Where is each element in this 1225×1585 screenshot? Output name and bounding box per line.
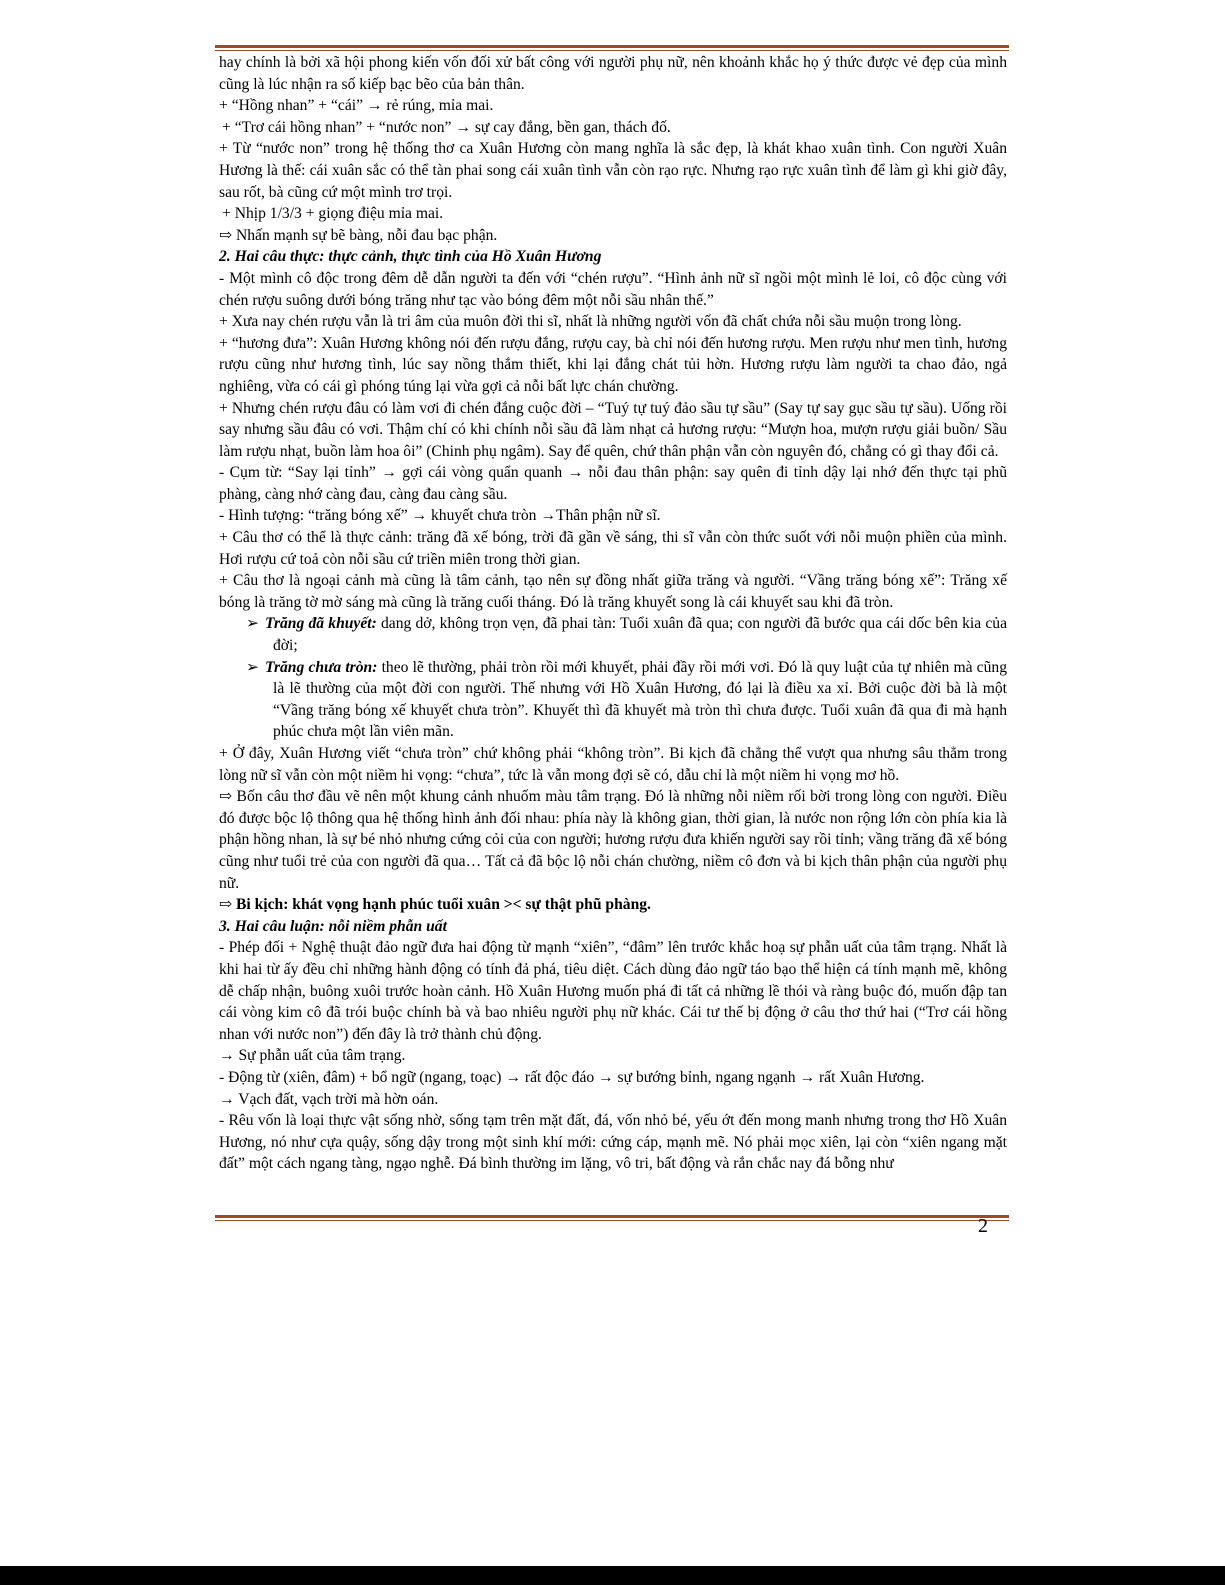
section-heading: 3. Hai câu luận: nỗi niềm phẫn uất bbox=[219, 917, 447, 935]
paragraph: + “hương đưa”: Xuân Hương không nói đến rượu đắng, rượu cay, bà chỉ nói đến hương rượu. Men rượu như men tình, hương rượu cũng như hương tình, lúc say nồng thắm thiết, khi lại đắng chát tủi hờn. Hương rượu làm người ta chao đảo, ngả nghiêng, vừa có cái gì phóng túng lại vừa gợi cả nỗi bất lực chán chường. bbox=[219, 334, 1007, 395]
paragraph: - Động từ (xiên, đâm) + bổ ngữ (ngang, toạc) → rất độc đáo → sự bướng bỉnh, ngang ngạnh → rất Xuân Hương. bbox=[219, 1068, 925, 1086]
footer-rule bbox=[215, 1215, 1009, 1221]
bullet-term: Trăng chưa tròn: bbox=[265, 658, 378, 676]
paragraph: + Câu thơ là ngoại cảnh mà cũng là tâm cảnh, tạo nên sự đồng nhất giữa trăng và người. “Vầng trăng bóng xế”: Trăng xế bóng là trăng tờ mờ sáng mà cũng là trăng cuối tháng. Đó là trăng khuyết song là cái khuyết sau khi đã tròn. bbox=[219, 572, 1007, 611]
page-number: 2 bbox=[978, 1215, 988, 1237]
section-heading: 2. Hai câu thực: thực cảnh, thực tình của Hồ Xuân Hương bbox=[219, 248, 602, 266]
document-body bbox=[219, 52, 1007, 1175]
bullet-item bbox=[219, 613, 1007, 656]
paragraph: + “Trơ cái hồng nhan” + “nước non” → sự cay đắng, bền gan, thách đố. bbox=[222, 118, 671, 136]
paragraph: + Nhịp 1/3/3 + giọng điệu mỉa mai. bbox=[222, 205, 444, 223]
paragraph: hay chính là bởi xã hội phong kiến vốn đối xử bất công với người phụ nữ, nên khoảnh khắc họ ý thức được vẻ đẹp của mình cũng là lúc nhận ra số kiếp bạc bẽo của bản thân. bbox=[219, 54, 1007, 93]
bullet-text: theo lẽ thường, phải tròn rồi mới khuyết, phải đầy rồi mới vơi. Đó là quy luật của tự nhiên mà cũng là lẽ thường của một đời con người. Thế nhưng với Hồ Xuân Hương, đó lại là điều xa xỉ. Bởi cuộc đời bà là một “Vầng trăng bóng xế khuyết chưa tròn”. Khuyết thì đã khuyết mà tròn thì chưa được. Tuổi xuân đã qua đi mà hạnh phúc chưa một lần viên mãn. bbox=[273, 658, 1007, 741]
paragraph: + Nhưng chén rượu đâu có làm vơi đi chén đắng cuộc đời – “Tuý tự tuý đảo sầu tự sầu” (Say tự say gục sầu tự sầu). Uống rồi say nhưng sầu đâu có vơi. Thậm chí có khi chính nỗi sầu đã làm nhạt cả hương rượu: “Mượn hoa, mượn rượu giải buồn/ Sầu làm rượu nhạt, buồn làm hoa ôi” (Chinh phụ ngâm). Say để quên, chứ thân phận vẫn còn nguyên đó, chẳng có gì thay đổi cả. bbox=[219, 399, 1007, 460]
bullet-term: Trăng đã khuyết: bbox=[265, 615, 377, 633]
paragraph: + Từ “nước non” trong hệ thống thơ ca Xuân Hương còn mang nghĩa là sắc đẹp, là khát khao xuân tình. Con người Xuân Hương là thế: cái xuân sắc có thể tàn phai song cái xuân tình vẫn còn rạo rực. Nhưng rạo rực xuân tình để làm gì khi giờ đây, sau rốt, bà cũng cứ một mình trơ trọi. bbox=[219, 140, 1007, 201]
arrow-bullet-icon: ➢ bbox=[246, 658, 260, 676]
paragraph: + “Hồng nhan” + “cái” → rẻ rúng, mỉa mai. bbox=[219, 97, 494, 115]
paragraph: + Câu thơ có thể là thực cảnh: trăng đã xế bóng, trời đã gần về sáng, thi sĩ vẫn còn thức suốt với nỗi muộn phiền của mình. Hơi rượu cứ toả còn nỗi sầu cứ triền miên trong thời gian. bbox=[219, 529, 1007, 568]
paragraph: - Phép đối + Nghệ thuật đảo ngữ đưa hai động từ mạnh “xiên”, “đâm” lên trước khắc hoạ sự phẫn uất của tâm trạng. Nhất là khi hai từ ấy đều chỉ những hành động có tính đả phá, tiêu diệt. Cách dùng đảo ngữ táo bạo thể hiện cá tính mạnh mẽ, không dễ chấp nhận, buông xuôi trước hoàn cảnh. Hồ Xuân Hương muốn phá đi tất cả những lề thói và ràng buộc đó, muốn đập tan cái vòng kim cô đã trói buộc chính bà và bao nhiêu người phụ nữ khác. Cái tư thế bị động ở câu thơ thứ hai (“Trơ cái hồng nhan với nước non”) đến đây là trở thành chủ động. bbox=[219, 939, 1007, 1043]
paragraph: - Một mình cô độc trong đêm dễ dẫn người ta đến với “chén rượu”. “Hình ảnh nữ sĩ ngồi một mình lẻ loi, cô độc cùng với chén rượu suông dưới bóng trăng như tạc vào bóng đêm một nỗi sầu nhân thế.” bbox=[219, 269, 1007, 309]
conclusion-line: ⇨ Nhấn mạnh sự bẽ bàng, nỗi đau bạc phận. bbox=[219, 226, 498, 244]
paragraph: → Vạch đất, vạch trời mà hờn oán. bbox=[219, 1090, 439, 1108]
paragraph: → Sự phẫn uất của tâm trạng. bbox=[219, 1047, 406, 1065]
paragraph: + Xưa nay chén rượu vẫn là tri âm của muôn đời thi sĩ, nhất là những người vốn đã chất chứa nỗi sầu muộn trong lòng. bbox=[219, 313, 962, 331]
paragraph: - Hình tượng: “trăng bóng xế” → khuyết chưa tròn →Thân phận nữ sĩ. bbox=[219, 507, 661, 525]
paragraph: - Rêu vốn là loại thực vật sống nhờ, sống tạm trên mặt đất, đá, vốn nhỏ bé, yếu ớt đến mong manh nhưng trong thơ Hồ Xuân Hương, nó như cựa quậy, sống dậy trong một sinh khí mới: cứng cáp, mạnh mẽ. Nó phải mọc xiên, lại còn “xiên ngang mặt đất” một cách ngang tàng, ngạo nghễ. Đá bình thường im lặng, vô tri, bất động và rắn chắc nay đá bỗng như bbox=[219, 1112, 1007, 1173]
paragraph: ⇨ Bốn câu thơ đầu vẽ nên một khung cảnh nhuốm màu tâm trạng. Đó là những nỗi niềm rối bời trong lòng con người. Điều đó được bộc lộ thông qua hệ thống hình ảnh đối nhau: phía này là không gian, thời gian, là nước non rộng lớn còn phía kia là phận hồng nhan, là sự bé nhỏ nhưng cứng cỏi của con người; hương rượu đưa khiến người say rồi tỉnh; vầng trăng đã xế bóng cũng như tuổi trẻ của con người đã qua… Tất cả đã bộc lộ nỗi chán chường, niềm cô đơn và bi kịch thân phận của người phụ nữ. bbox=[219, 788, 1007, 892]
bottom-band bbox=[0, 1566, 1225, 1585]
paragraph: + Ở đây, Xuân Hương viết “chưa tròn” chứ không phải “không tròn”. Bi kịch đã chẳng thể vượt qua nhưng sâu thẳm trong lòng nữ sĩ vẫn còn một niềm hi vọng: “chưa”, tức là vẫn mong đợi sẽ có, dẫu chỉ là một niềm hi vọng mơ hồ. bbox=[219, 745, 1007, 784]
header-rule bbox=[215, 45, 1009, 51]
arrow-bullet-icon: ➢ bbox=[246, 615, 260, 633]
conclusion-line: ⇨ Bi kịch: khát vọng hạnh phúc tuổi xuân >< sự thật phũ phàng. bbox=[219, 896, 651, 914]
bullet-item bbox=[219, 657, 1007, 743]
paragraph: - Cụm từ: “Say lại tỉnh” → gợi cái vòng quẩn quanh → nỗi đau thân phận: say quên đi tỉnh dậy lại nhớ đến thực tại phũ phàng, càng nhớ càng đau, càng đau càng sầu. bbox=[219, 464, 1007, 503]
bullet-text: dang dở, không trọn vẹn, đã phai tàn: Tuổi xuân đã qua; con người đã bước qua cái dốc bên kia của đời; bbox=[273, 615, 1007, 655]
